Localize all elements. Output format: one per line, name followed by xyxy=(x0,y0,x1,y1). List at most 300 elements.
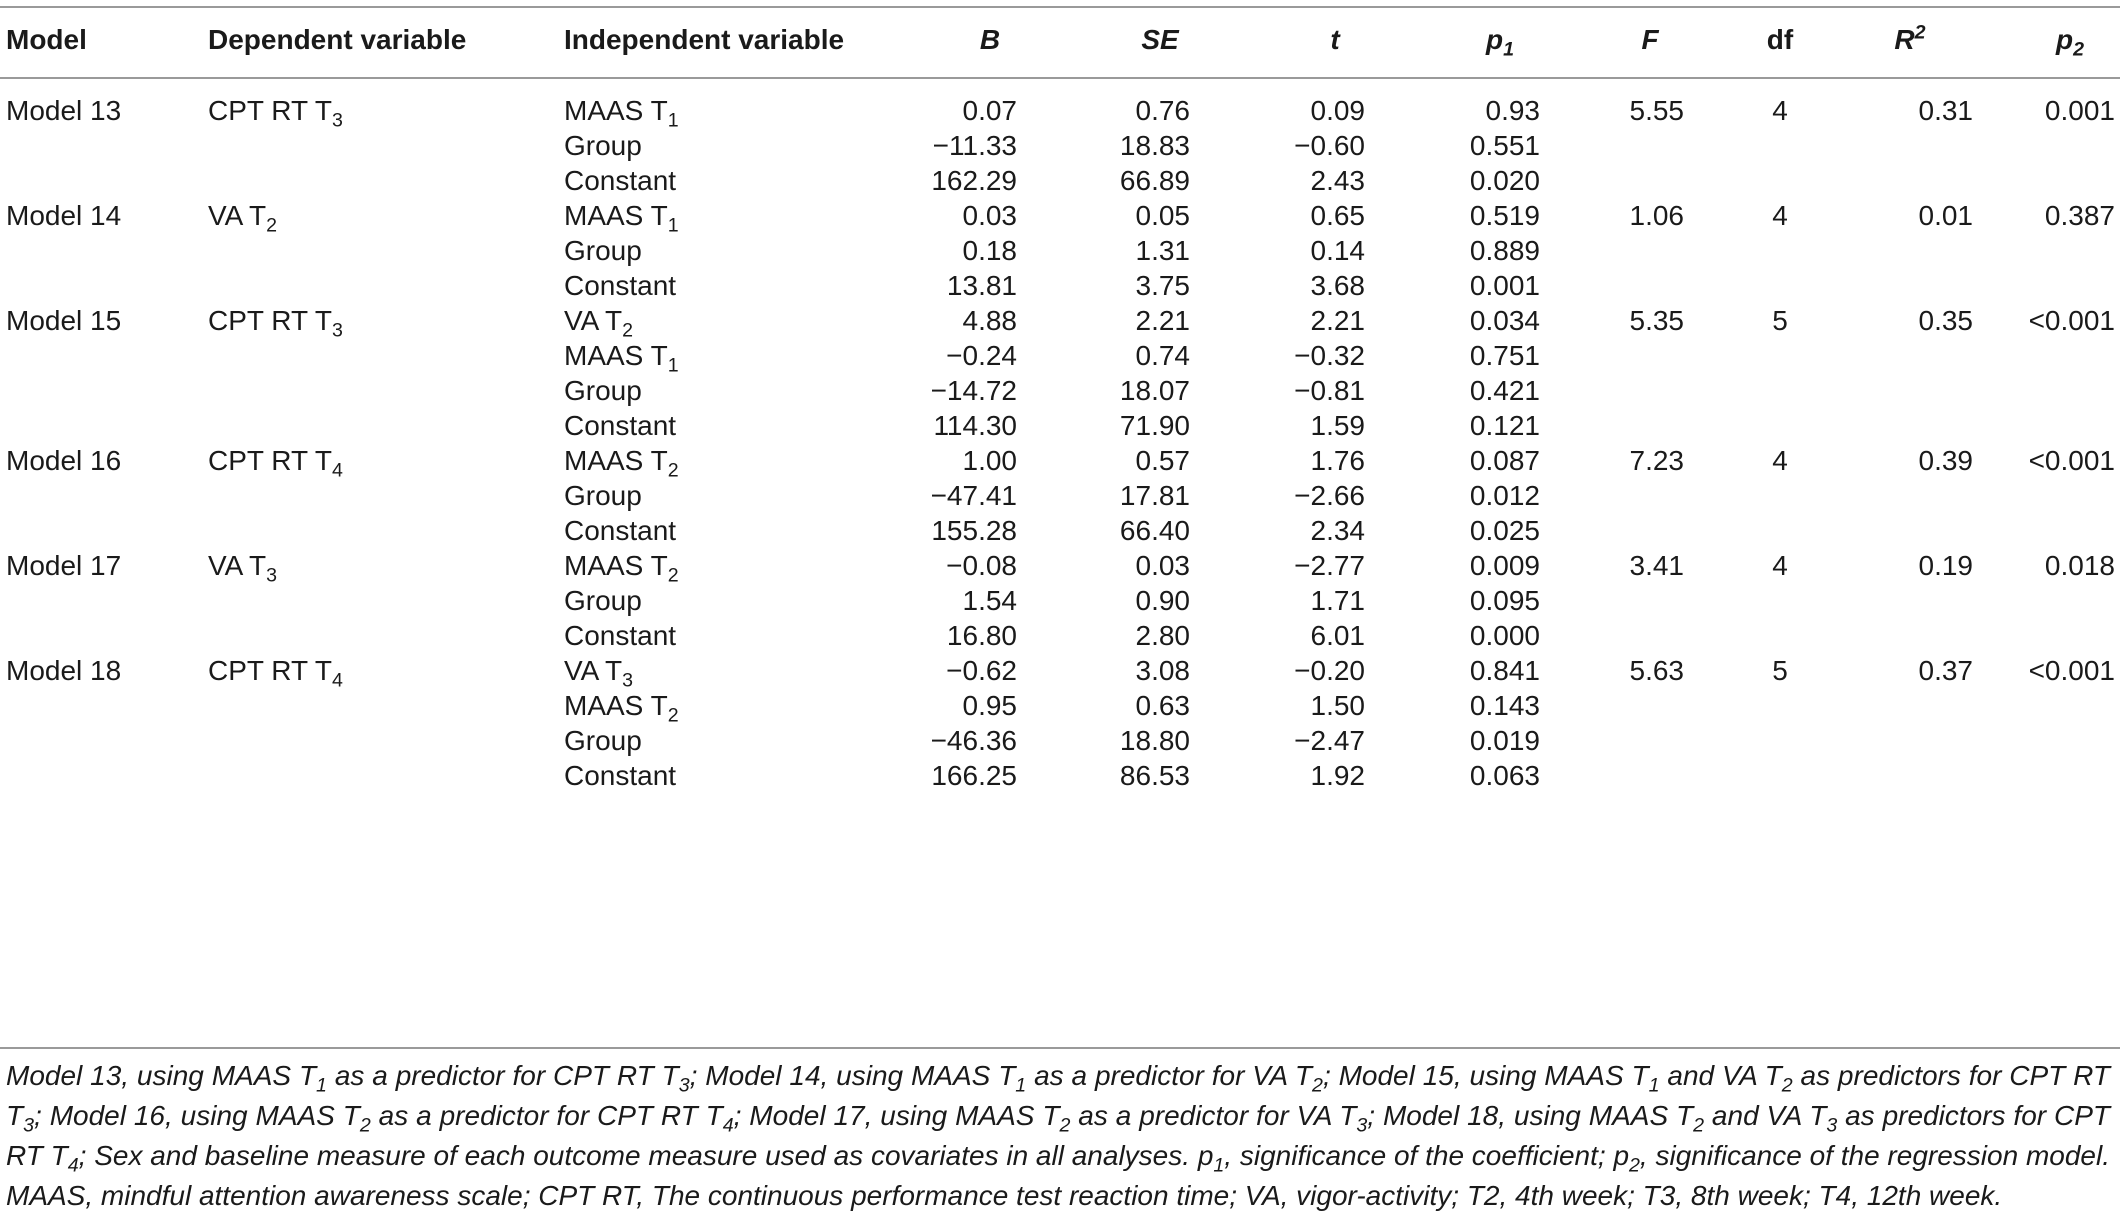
cell-text: 166.25 xyxy=(931,760,1017,791)
cell-text: −0.60 xyxy=(1294,130,1365,161)
cell-p1 xyxy=(1390,549,1540,583)
cell-ind xyxy=(564,759,894,793)
column-header-p2 xyxy=(2010,23,2120,61)
cell-se xyxy=(1040,654,1190,688)
cell-text: 0.020 xyxy=(1469,165,1540,196)
cell-ind xyxy=(564,514,894,548)
cell-text: 1.00 xyxy=(962,445,1017,476)
cell-t xyxy=(1215,234,1365,268)
cell-text: 3.41 xyxy=(1629,550,1684,581)
cell-text: VA T xyxy=(564,655,623,686)
subscript: 3 xyxy=(331,109,343,132)
cell-text: Constant xyxy=(564,270,677,301)
cell-text: 2.34 xyxy=(1310,515,1365,546)
cell-p1 xyxy=(1390,759,1540,793)
cell-text: 0.63 xyxy=(1135,690,1190,721)
cell-ind xyxy=(564,234,894,268)
footnote-subscript: 2 xyxy=(1781,1074,1793,1097)
cell-text: 0.57 xyxy=(1135,445,1190,476)
subscript: 3 xyxy=(331,319,343,342)
cell-text: 3.68 xyxy=(1310,270,1365,301)
cell-p2 xyxy=(1990,654,2115,688)
cell-text: 0.009 xyxy=(1469,550,1540,581)
column-header-t xyxy=(1275,23,1395,57)
table-bottom-rule xyxy=(0,1047,2120,1049)
cell-text: −2.47 xyxy=(1294,725,1365,756)
cell-dep xyxy=(208,549,538,587)
cell-t xyxy=(1215,374,1365,408)
cell-p1 xyxy=(1390,479,1540,513)
footnote-text: ; Model 14, using MAAS T xyxy=(689,1060,1016,1091)
cell-se xyxy=(1040,724,1190,758)
cell-text: Constant xyxy=(564,410,677,441)
cell-text: <0.001 xyxy=(2028,445,2115,476)
cell-b xyxy=(860,269,1017,303)
cell-t xyxy=(1215,269,1365,303)
cell-text: 5.35 xyxy=(1629,305,1684,336)
cell-text: 71.90 xyxy=(1119,410,1190,441)
table-header-rule xyxy=(0,77,2120,79)
cell-text: Model xyxy=(6,24,87,55)
cell-r2 xyxy=(1850,94,1973,128)
cell-p1 xyxy=(1390,304,1540,338)
subscript: 2 xyxy=(667,459,679,482)
cell-t xyxy=(1215,549,1365,583)
footnote-text: and VA T xyxy=(1704,1100,1827,1131)
cell-text: Group xyxy=(564,375,642,406)
cell-text: 1.54 xyxy=(962,585,1017,616)
cell-t xyxy=(1215,199,1365,233)
cell-text: −2.66 xyxy=(1294,480,1365,511)
cell-text: 0.35 xyxy=(1918,305,1973,336)
cell-text: 1.76 xyxy=(1310,445,1365,476)
table-footnote xyxy=(6,1056,2110,1216)
cell-text: Group xyxy=(564,725,642,756)
cell-p2 xyxy=(1990,304,2115,338)
cell-p2 xyxy=(1990,199,2115,233)
cell-text: −2.77 xyxy=(1294,550,1365,581)
cell-model xyxy=(6,304,186,338)
cell-text: 0.018 xyxy=(2044,550,2115,581)
superscript: 2 xyxy=(1914,21,1926,44)
footnote-text: as a predictor for CPT RT T xyxy=(370,1100,723,1131)
cell-ind xyxy=(564,724,894,758)
cell-text: 66.89 xyxy=(1119,165,1190,196)
cell-se xyxy=(1040,374,1190,408)
cell-text: MAAS T xyxy=(564,340,668,371)
cell-text: MAAS T xyxy=(564,690,668,721)
cell-text: 4 xyxy=(1772,95,1788,126)
cell-t xyxy=(1215,654,1365,688)
cell-text: Model 15 xyxy=(6,305,122,336)
cell-p1 xyxy=(1390,689,1540,723)
cell-text: 1.50 xyxy=(1310,690,1365,721)
cell-r2 xyxy=(1850,304,1973,338)
column-header-r2 xyxy=(1850,23,1970,57)
cell-dep xyxy=(208,199,538,237)
column-header-f xyxy=(1590,23,1710,57)
footnote-subscript: 3 xyxy=(678,1074,690,1097)
subscript: 2 xyxy=(667,564,679,587)
cell-text: 0.95 xyxy=(962,690,1017,721)
cell-ind xyxy=(564,409,894,443)
cell-text: 2.21 xyxy=(1310,305,1365,336)
cell-r2 xyxy=(1850,199,1973,233)
cell-t xyxy=(1215,514,1365,548)
cell-text: 1.92 xyxy=(1310,760,1365,791)
cell-t xyxy=(1215,409,1365,443)
column-header-df xyxy=(1720,23,1840,57)
cell-se xyxy=(1040,479,1190,513)
cell-ind xyxy=(564,689,894,727)
cell-text: MAAS T xyxy=(564,95,668,126)
cell-b xyxy=(860,409,1017,443)
subscript: 1 xyxy=(1503,38,1514,61)
cell-ind xyxy=(564,654,894,692)
cell-se xyxy=(1040,269,1190,303)
cell-text: 0.063 xyxy=(1469,760,1540,791)
cell-text: CPT RT T xyxy=(208,95,332,126)
footnote-subscript: 1 xyxy=(1213,1154,1225,1177)
cell-text: p xyxy=(1485,24,1504,55)
cell-df xyxy=(1740,94,1820,128)
cell-text: 1.59 xyxy=(1310,410,1365,441)
footnote-text: ; Model 16, using MAAS T xyxy=(34,1100,360,1131)
cell-ind xyxy=(564,444,894,482)
cell-text: Dependent variable xyxy=(208,24,467,55)
cell-text: 0.019 xyxy=(1469,725,1540,756)
cell-r2 xyxy=(1850,654,1973,688)
cell-text: 0.37 xyxy=(1918,655,1973,686)
cell-text: 5.55 xyxy=(1629,95,1684,126)
cell-text: 18.80 xyxy=(1119,725,1190,756)
cell-p2 xyxy=(1990,444,2115,478)
cell-text: VA T xyxy=(564,305,623,336)
footnote-text: , significance of the regression model. MAAS, mindful attention awareness scale; CPT RT, The continuous performance test reaction time; VA, vigor-activity; T2, 4th week; T3, 8th week; T4, 12th week. xyxy=(6,1140,2110,1211)
cell-se xyxy=(1040,514,1190,548)
footnote-text: as a predictor for VA T xyxy=(1026,1060,1313,1091)
cell-ind xyxy=(564,339,894,377)
cell-p1 xyxy=(1390,514,1540,548)
cell-p1 xyxy=(1390,584,1540,618)
cell-text: Group xyxy=(564,480,642,511)
cell-text: Independent variable xyxy=(564,24,845,55)
cell-t xyxy=(1215,619,1365,653)
cell-p1 xyxy=(1390,339,1540,373)
cell-text: 86.53 xyxy=(1119,760,1190,791)
column-header-p1 xyxy=(1440,23,1560,61)
cell-text: 3.75 xyxy=(1135,270,1190,301)
footnote-subscript: 4 xyxy=(722,1114,734,1137)
cell-text: 5 xyxy=(1772,655,1788,686)
cell-text: 0.751 xyxy=(1469,340,1540,371)
table-top-rule xyxy=(0,6,2120,8)
footnote-subscript: 3 xyxy=(1826,1114,1838,1137)
cell-b xyxy=(860,94,1017,128)
cell-text: Model 18 xyxy=(6,655,122,686)
cell-text: −14.72 xyxy=(930,375,1017,406)
cell-text: 0.001 xyxy=(1469,270,1540,301)
cell-df xyxy=(1740,549,1820,583)
cell-b xyxy=(860,689,1017,723)
cell-text: 0.143 xyxy=(1469,690,1540,721)
cell-se xyxy=(1040,619,1190,653)
cell-df xyxy=(1740,199,1820,233)
footnote-subscript: 2 xyxy=(1693,1114,1705,1137)
cell-text: 0.90 xyxy=(1135,585,1190,616)
footnote-text: ; Model 15, using MAAS T xyxy=(1322,1060,1649,1091)
cell-p1 xyxy=(1390,164,1540,198)
cell-text: B xyxy=(979,24,1001,55)
cell-text: 0.841 xyxy=(1469,655,1540,686)
cell-text: CPT RT T xyxy=(208,655,332,686)
cell-text: VA T xyxy=(208,550,267,581)
subscript: 2 xyxy=(622,319,634,342)
cell-text: MAAS T xyxy=(564,550,668,581)
footnote-text: ; Sex and baseline measure of each outcome measure used as covariates in all analyses. p xyxy=(78,1140,1214,1171)
cell-b xyxy=(860,304,1017,338)
cell-se xyxy=(1040,129,1190,163)
footnote-text: as a predictor for VA T xyxy=(1070,1100,1357,1131)
cell-t xyxy=(1215,584,1365,618)
footnote-subscript: 1 xyxy=(316,1074,327,1097)
cell-text: −0.81 xyxy=(1294,375,1365,406)
cell-text: 0.000 xyxy=(1469,620,1540,651)
cell-model xyxy=(6,94,186,128)
cell-text: F xyxy=(1641,24,1659,55)
footnote-subscript: 2 xyxy=(1059,1114,1071,1137)
cell-text: −0.08 xyxy=(946,550,1017,581)
cell-se xyxy=(1040,304,1190,338)
cell-t xyxy=(1215,304,1365,338)
cell-text: 0.07 xyxy=(962,95,1017,126)
cell-model xyxy=(6,199,186,233)
cell-text: 2.43 xyxy=(1310,165,1365,196)
cell-text: Constant xyxy=(564,760,677,791)
cell-p1 xyxy=(1390,619,1540,653)
cell-text: 2.21 xyxy=(1135,305,1190,336)
cell-b xyxy=(860,199,1017,233)
cell-text: 0.39 xyxy=(1918,445,1973,476)
cell-model xyxy=(6,444,186,478)
cell-ind xyxy=(564,129,894,163)
cell-text: 18.07 xyxy=(1119,375,1190,406)
footnote-subscript: 2 xyxy=(1629,1154,1640,1177)
cell-text: 0.01 xyxy=(1918,200,1973,231)
footnote-text: as a predictor for CPT RT T xyxy=(326,1060,679,1091)
cell-text: 0.001 xyxy=(2044,95,2115,126)
cell-p1 xyxy=(1390,654,1540,688)
cell-b xyxy=(860,234,1017,268)
cell-text: 13.81 xyxy=(946,270,1017,301)
cell-b xyxy=(860,584,1017,618)
cell-b xyxy=(860,514,1017,548)
cell-text: Model 13 xyxy=(6,95,122,126)
cell-text: 0.09 xyxy=(1310,95,1365,126)
cell-ind xyxy=(564,94,894,132)
subscript: 3 xyxy=(622,669,634,692)
cell-dep xyxy=(208,94,538,132)
cell-text: −0.24 xyxy=(946,340,1017,371)
cell-b xyxy=(860,374,1017,408)
cell-se xyxy=(1040,409,1190,443)
footnote-subscript: 3 xyxy=(1356,1114,1368,1137)
cell-p1 xyxy=(1390,129,1540,163)
cell-text: Constant xyxy=(564,515,677,546)
cell-dep xyxy=(208,654,538,692)
cell-b xyxy=(860,129,1017,163)
subscript: 4 xyxy=(331,669,343,692)
footnote-text: , significance of the coefficient; p xyxy=(1224,1140,1630,1171)
cell-f xyxy=(1570,94,1684,128)
cell-text: 0.519 xyxy=(1469,200,1540,231)
cell-model xyxy=(6,654,186,688)
cell-t xyxy=(1215,479,1365,513)
footnote-text: as predictors for CPT RT T xyxy=(6,1060,2110,1131)
cell-ind xyxy=(564,269,894,303)
cell-text: 17.81 xyxy=(1119,480,1190,511)
cell-p1 xyxy=(1390,724,1540,758)
cell-se xyxy=(1040,689,1190,723)
footnote-subscript: 3 xyxy=(23,1114,35,1137)
cell-text: Model 16 xyxy=(6,445,122,476)
cell-text: 0.93 xyxy=(1485,95,1540,126)
cell-text: 0.012 xyxy=(1469,480,1540,511)
cell-text: −47.41 xyxy=(930,480,1017,511)
cell-text: 162.29 xyxy=(931,165,1017,196)
cell-t xyxy=(1215,444,1365,478)
subscript: 4 xyxy=(331,459,343,482)
cell-text: 1.31 xyxy=(1135,235,1190,266)
cell-text: <0.001 xyxy=(2028,305,2115,336)
cell-text: 0.421 xyxy=(1469,375,1540,406)
cell-text: Model 17 xyxy=(6,550,122,581)
cell-f xyxy=(1570,444,1684,478)
footnote-text: as predictors for CPT RT T xyxy=(6,1100,2110,1171)
cell-text: Constant xyxy=(564,620,677,651)
cell-text: 3.08 xyxy=(1135,655,1190,686)
cell-ind xyxy=(564,164,894,198)
cell-p1 xyxy=(1390,199,1540,233)
cell-p1 xyxy=(1390,269,1540,303)
cell-text: df xyxy=(1766,24,1794,55)
cell-p1 xyxy=(1390,444,1540,478)
cell-text: 7.23 xyxy=(1629,445,1684,476)
cell-text: 0.034 xyxy=(1469,305,1540,336)
footnote-text: ; Model 17, using MAAS T xyxy=(733,1100,1060,1131)
cell-text: VA T xyxy=(208,200,267,231)
cell-f xyxy=(1570,549,1684,583)
cell-t xyxy=(1215,129,1365,163)
cell-dep xyxy=(208,444,538,482)
cell-b xyxy=(860,339,1017,373)
footnote-text: and VA T xyxy=(1659,1060,1782,1091)
cell-text: 0.14 xyxy=(1310,235,1365,266)
column-header-dep xyxy=(208,23,538,57)
cell-b xyxy=(860,619,1017,653)
footnote-subscript: 2 xyxy=(359,1114,371,1137)
cell-text: CPT RT T xyxy=(208,305,332,336)
cell-text: 155.28 xyxy=(931,515,1017,546)
cell-p1 xyxy=(1390,374,1540,408)
cell-t xyxy=(1215,689,1365,723)
cell-t xyxy=(1215,164,1365,198)
cell-p2 xyxy=(1990,94,2115,128)
cell-ind xyxy=(564,619,894,653)
cell-se xyxy=(1040,199,1190,233)
cell-text: 114.30 xyxy=(933,410,1017,441)
cell-text: 0.19 xyxy=(1918,550,1973,581)
cell-text: 5.63 xyxy=(1629,655,1684,686)
cell-t xyxy=(1215,724,1365,758)
cell-text: 0.05 xyxy=(1135,200,1190,231)
subscript: 2 xyxy=(2073,38,2084,61)
cell-b xyxy=(860,444,1017,478)
cell-ind xyxy=(564,549,894,587)
cell-text: 4.88 xyxy=(962,305,1017,336)
cell-ind xyxy=(564,584,894,618)
cell-text: −46.36 xyxy=(930,725,1017,756)
cell-ind xyxy=(564,479,894,513)
cell-f xyxy=(1570,199,1684,233)
cell-r2 xyxy=(1850,444,1973,478)
cell-text: 4 xyxy=(1772,550,1788,581)
cell-text: −11.33 xyxy=(932,130,1017,161)
cell-text: <0.001 xyxy=(2028,655,2115,686)
cell-text: 0.03 xyxy=(962,200,1017,231)
footnote-subscript: 2 xyxy=(1312,1074,1323,1097)
cell-model xyxy=(6,549,186,583)
cell-se xyxy=(1040,759,1190,793)
cell-text: 16.80 xyxy=(946,620,1017,651)
cell-df xyxy=(1740,654,1820,688)
cell-text: 0.025 xyxy=(1469,515,1540,546)
cell-text: MAAS T xyxy=(564,200,668,231)
cell-text: p xyxy=(2055,24,2074,55)
cell-text: R xyxy=(1894,24,1915,55)
cell-text: 0.095 xyxy=(1469,585,1540,616)
cell-text: 0.087 xyxy=(1469,445,1540,476)
subscript: 2 xyxy=(266,214,278,237)
cell-b xyxy=(860,724,1017,758)
cell-text: 0.76 xyxy=(1135,95,1190,126)
cell-p1 xyxy=(1390,94,1540,128)
cell-b xyxy=(860,654,1017,688)
cell-text: 0.03 xyxy=(1135,550,1190,581)
cell-b xyxy=(860,759,1017,793)
cell-se xyxy=(1040,584,1190,618)
cell-b xyxy=(860,164,1017,198)
cell-text: 0.121 xyxy=(1469,410,1540,441)
cell-p2 xyxy=(1990,549,2115,583)
subscript: 1 xyxy=(667,109,679,132)
subscript: 1 xyxy=(667,354,679,377)
cell-p1 xyxy=(1390,234,1540,268)
cell-b xyxy=(860,479,1017,513)
cell-text: Group xyxy=(564,585,642,616)
cell-t xyxy=(1215,94,1365,128)
cell-se xyxy=(1040,444,1190,478)
cell-ind xyxy=(564,304,894,342)
cell-text: 0.551 xyxy=(1469,130,1540,161)
cell-text: 0.65 xyxy=(1310,200,1365,231)
cell-df xyxy=(1740,304,1820,338)
footnote-subscript: 1 xyxy=(1015,1074,1027,1097)
cell-t xyxy=(1215,339,1365,373)
column-header-model xyxy=(6,23,186,57)
cell-text: Model 14 xyxy=(6,200,122,231)
cell-text: 5 xyxy=(1772,305,1788,336)
